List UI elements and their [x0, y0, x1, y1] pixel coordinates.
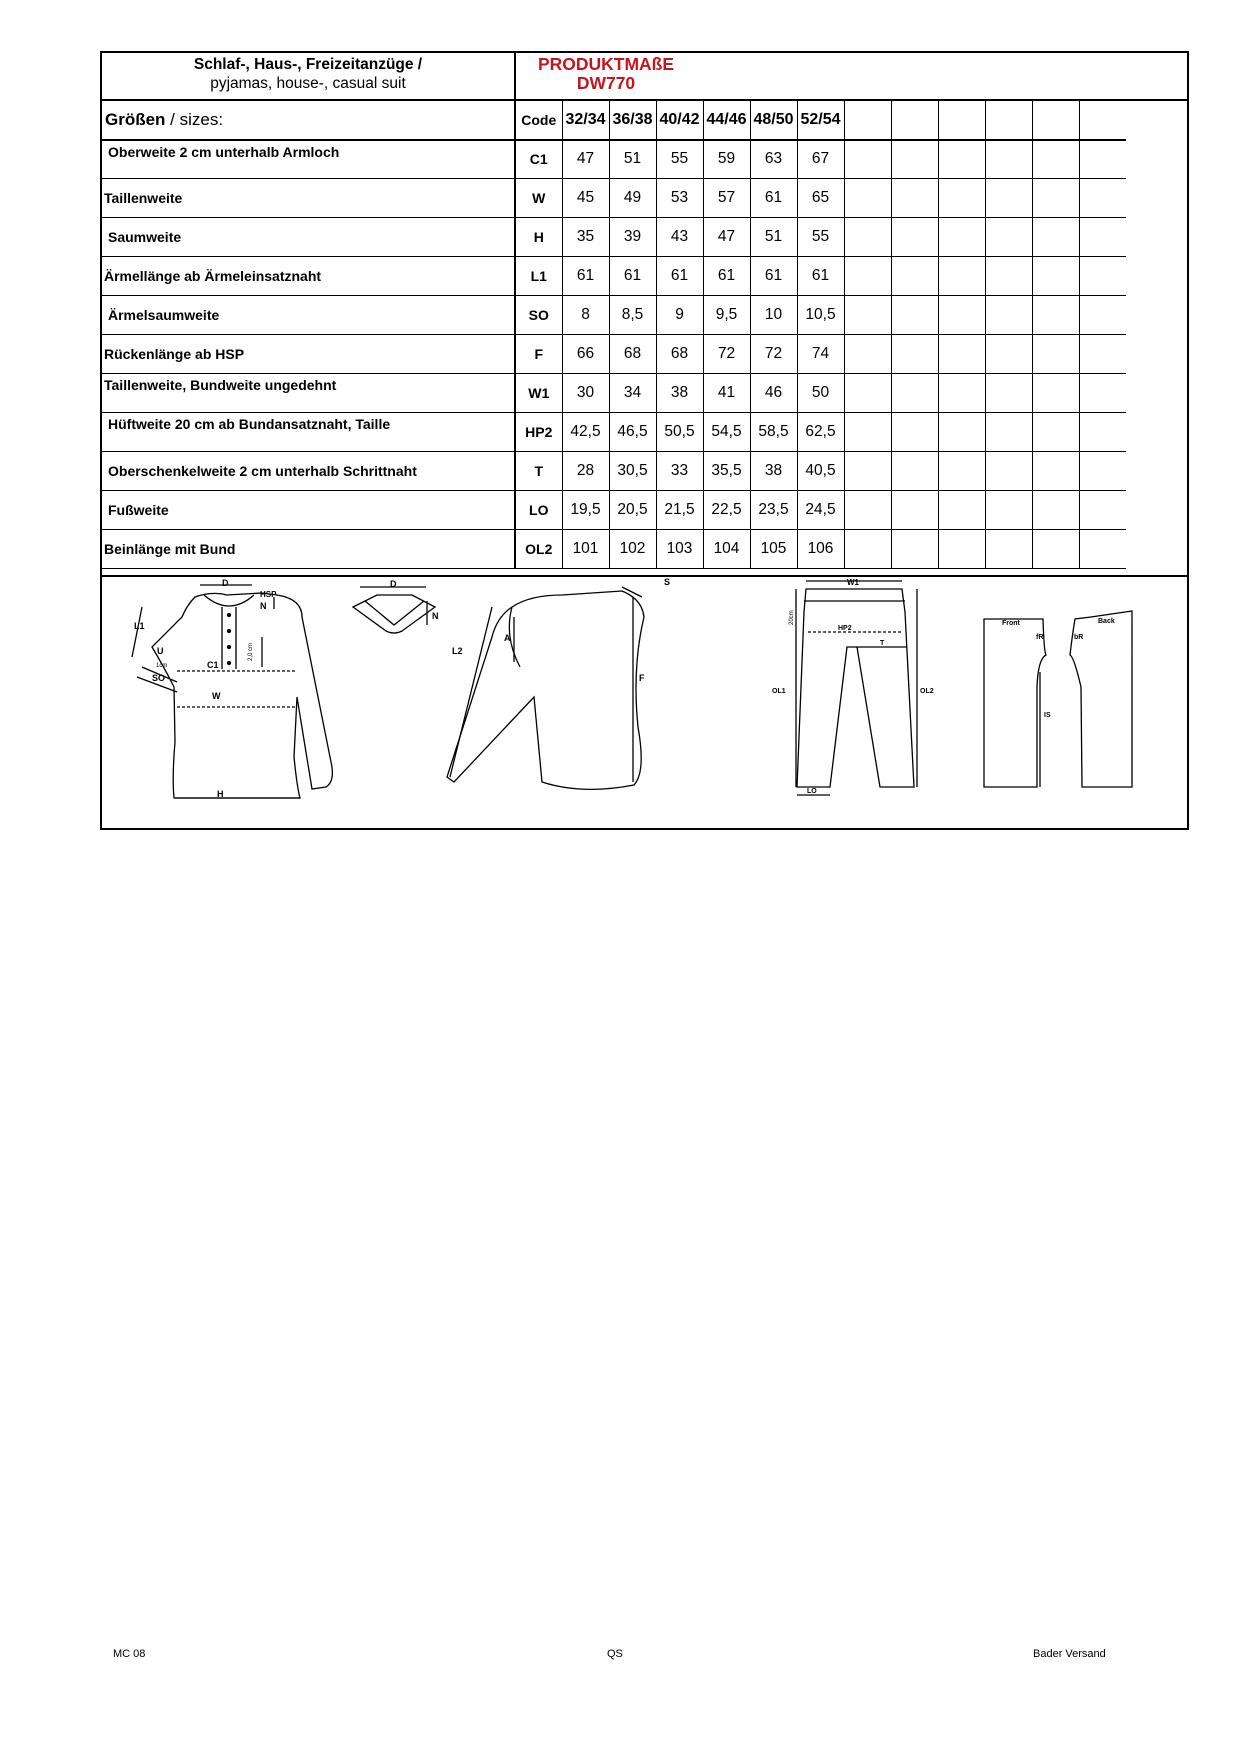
- empty-cell: [938, 101, 985, 140]
- footer-left: MC 08: [113, 1648, 146, 1660]
- empty-cell: [891, 335, 938, 374]
- label-OL1: OL1: [772, 688, 786, 695]
- empty-cell: [1079, 218, 1126, 257]
- empty-cell: [891, 296, 938, 335]
- value-cell: 19,5: [562, 491, 609, 530]
- empty-cell: [938, 530, 985, 569]
- empty-cell: [1079, 413, 1126, 452]
- label-F: F: [639, 673, 645, 683]
- empty-cell: [985, 296, 1032, 335]
- label-HSP: HSP: [260, 590, 277, 599]
- value-cell: 61: [750, 257, 797, 296]
- row-code: H: [515, 218, 562, 257]
- row-label: Ärmellänge ab Ärmeleinsatznaht: [102, 257, 515, 296]
- table-row: [102, 218, 1126, 257]
- label-W: W: [212, 691, 221, 701]
- value-cell: 43: [656, 218, 703, 257]
- row-code: L1: [515, 257, 562, 296]
- value-cell: 58,5: [750, 413, 797, 452]
- value-cell: 33: [656, 452, 703, 491]
- table-row: [102, 530, 1126, 569]
- label-N-neck: N: [432, 611, 439, 621]
- value-cell: 67: [797, 140, 844, 179]
- label-bR: bR: [1074, 634, 1084, 641]
- empty-cell: [891, 257, 938, 296]
- value-cell: 34: [609, 374, 656, 413]
- label-LO: LO: [807, 788, 817, 795]
- value-cell: 63: [750, 140, 797, 179]
- label-L2: L2: [452, 646, 463, 656]
- empty-cell: [1079, 296, 1126, 335]
- empty-cell: [1079, 101, 1126, 140]
- empty-cell: [1032, 140, 1079, 179]
- value-cell: 61: [797, 257, 844, 296]
- empty-cell: [985, 179, 1032, 218]
- label-SO: SO: [152, 673, 166, 683]
- value-cell: 46: [750, 374, 797, 413]
- row-code: LO: [515, 491, 562, 530]
- row-label: Saumweite: [102, 218, 515, 257]
- empty-cell: [891, 413, 938, 452]
- empty-cell: [1079, 179, 1126, 218]
- label-L1: L1: [134, 621, 145, 631]
- table-row: [102, 257, 1126, 296]
- value-cell: 61: [656, 257, 703, 296]
- value-cell: 28: [562, 452, 609, 491]
- product-category: [102, 53, 516, 99]
- code-header: Code: [515, 101, 562, 140]
- value-cell: 42,5: [562, 413, 609, 452]
- row-label: Ärmelsaumweite: [102, 296, 515, 335]
- value-cell: 24,5: [797, 491, 844, 530]
- empty-cell: [985, 140, 1032, 179]
- empty-cell: [844, 101, 891, 140]
- value-cell: 38: [750, 452, 797, 491]
- empty-cell: [1079, 257, 1126, 296]
- label-D-neck: D: [390, 579, 397, 589]
- value-cell: 72: [750, 335, 797, 374]
- value-cell: 41: [703, 374, 750, 413]
- empty-cell: [1032, 218, 1079, 257]
- empty-cell: [844, 335, 891, 374]
- value-cell: 35,5: [703, 452, 750, 491]
- label-Front: Front: [1002, 620, 1020, 627]
- label-1cm: 1cm: [156, 663, 168, 669]
- label-HP2: HP2: [838, 625, 852, 632]
- label-fR: fR: [1036, 634, 1044, 641]
- size-table: [102, 100, 1126, 569]
- empty-cell: [1079, 530, 1126, 569]
- empty-cell: [1032, 413, 1079, 452]
- label-OL2: OL2: [920, 688, 934, 695]
- value-cell: 30,5: [609, 452, 656, 491]
- table-row: [102, 374, 1126, 413]
- value-cell: 101: [562, 530, 609, 569]
- empty-cell: [891, 179, 938, 218]
- value-cell: 51: [609, 140, 656, 179]
- empty-cell: [985, 452, 1032, 491]
- value-cell: 57: [703, 179, 750, 218]
- row-code: F: [515, 335, 562, 374]
- empty-cell: [844, 179, 891, 218]
- row-code: W: [515, 179, 562, 218]
- empty-cell: [985, 530, 1032, 569]
- footer-right: Bader Versand: [1033, 1648, 1106, 1660]
- table-row: [102, 179, 1126, 218]
- label-D: D: [222, 578, 229, 588]
- value-cell: 35: [562, 218, 609, 257]
- empty-cell: [938, 257, 985, 296]
- value-cell: 62,5: [797, 413, 844, 452]
- size-header: 32/34: [562, 101, 609, 140]
- empty-cell: [985, 257, 1032, 296]
- value-cell: 22,5: [703, 491, 750, 530]
- sizes-label-en: / sizes:: [165, 109, 224, 129]
- value-cell: 61: [609, 257, 656, 296]
- value-cell: 30: [562, 374, 609, 413]
- empty-cell: [891, 101, 938, 140]
- value-cell: 55: [797, 218, 844, 257]
- empty-cell: [1079, 452, 1126, 491]
- value-cell: 106: [797, 530, 844, 569]
- empty-cell: [844, 413, 891, 452]
- table-row: [102, 296, 1126, 335]
- empty-cell: [1032, 491, 1079, 530]
- category-title-en: pyjamas, house-, casual suit: [210, 75, 406, 92]
- empty-cell: [938, 218, 985, 257]
- table-row: [102, 413, 1126, 452]
- value-cell: 105: [750, 530, 797, 569]
- value-cell: 21,5: [656, 491, 703, 530]
- size-header: 36/38: [609, 101, 656, 140]
- empty-cell: [985, 491, 1032, 530]
- empty-cell: [844, 296, 891, 335]
- size-header: 44/46: [703, 101, 750, 140]
- shirt-front-sketch: [132, 578, 332, 799]
- empty-cell: [1032, 296, 1079, 335]
- measurement-sheet: [100, 51, 1189, 830]
- value-cell: 23,5: [750, 491, 797, 530]
- value-cell: 74: [797, 335, 844, 374]
- row-label: Taillenweite, Bundweite ungedehnt: [102, 374, 515, 413]
- empty-cell: [938, 491, 985, 530]
- empty-cell: [844, 530, 891, 569]
- empty-cell: [844, 257, 891, 296]
- label-W1: W1: [847, 578, 859, 587]
- value-cell: 50,5: [656, 413, 703, 452]
- value-cell: 8,5: [609, 296, 656, 335]
- sheet-header: [102, 53, 1187, 101]
- value-cell: 61: [750, 179, 797, 218]
- value-cell: 72: [703, 335, 750, 374]
- article-number: DW770: [576, 73, 636, 93]
- pattern-pieces-sketch: [984, 611, 1132, 787]
- value-cell: 50: [797, 374, 844, 413]
- footer-center: QS: [607, 1648, 623, 1660]
- value-cell: 104: [703, 530, 750, 569]
- row-label: Oberschenkelweite 2 cm unterhalb Schrittnaht: [102, 452, 515, 491]
- empty-cell: [938, 335, 985, 374]
- value-cell: 68: [609, 335, 656, 374]
- empty-cell: [844, 140, 891, 179]
- empty-cell: [1079, 140, 1126, 179]
- empty-cell: [891, 491, 938, 530]
- value-cell: 54,5: [703, 413, 750, 452]
- label-C1: C1: [207, 660, 219, 670]
- value-cell: 65: [797, 179, 844, 218]
- technical-sketch-area: [102, 575, 1187, 830]
- empty-cell: [891, 140, 938, 179]
- empty-cell: [844, 452, 891, 491]
- empty-cell: [938, 452, 985, 491]
- table-row: [102, 335, 1126, 374]
- row-label: Beinlänge mit Bund: [102, 530, 515, 569]
- value-cell: 53: [656, 179, 703, 218]
- neck-detail-sketch: [353, 579, 439, 633]
- value-cell: 61: [562, 257, 609, 296]
- value-cell: 55: [656, 140, 703, 179]
- label-Back: Back: [1098, 618, 1115, 625]
- row-label: Fußweite: [102, 491, 515, 530]
- value-cell: 38: [656, 374, 703, 413]
- empty-cell: [985, 218, 1032, 257]
- empty-cell: [938, 179, 985, 218]
- label-N: N: [260, 601, 267, 611]
- size-header: 52/54: [797, 101, 844, 140]
- value-cell: 8: [562, 296, 609, 335]
- empty-cell: [985, 101, 1032, 140]
- empty-cell: [938, 140, 985, 179]
- row-label: Rückenlänge ab HSP: [102, 335, 515, 374]
- row-code: HP2: [515, 413, 562, 452]
- label-20cm: 20cm: [789, 610, 795, 625]
- empty-cell: [891, 374, 938, 413]
- empty-cell: [1032, 374, 1079, 413]
- empty-cell: [938, 374, 985, 413]
- row-label: Oberweite 2 cm unterhalb Armloch: [102, 140, 515, 179]
- value-cell: 103: [656, 530, 703, 569]
- value-cell: 10: [750, 296, 797, 335]
- value-cell: 9: [656, 296, 703, 335]
- row-code: OL2: [515, 530, 562, 569]
- empty-cell: [1079, 491, 1126, 530]
- empty-cell: [1032, 257, 1079, 296]
- empty-cell: [938, 413, 985, 452]
- label-T: T: [880, 640, 885, 647]
- empty-cell: [1032, 101, 1079, 140]
- label-2cm: 2,0 cm: [248, 642, 254, 661]
- empty-cell: [891, 452, 938, 491]
- row-code: SO: [515, 296, 562, 335]
- value-cell: 51: [750, 218, 797, 257]
- row-code: W1: [515, 374, 562, 413]
- label-H: H: [217, 789, 224, 799]
- value-cell: 47: [562, 140, 609, 179]
- empty-cell: [844, 491, 891, 530]
- empty-cell: [1032, 530, 1079, 569]
- value-cell: 39: [609, 218, 656, 257]
- product-measurements-title: [516, 53, 696, 93]
- garment-sketches: [102, 577, 1187, 828]
- empty-cell: [1032, 335, 1079, 374]
- table-row: [102, 452, 1126, 491]
- category-title-de: Schlaf-, Haus-, Freizeitanzüge /: [193, 56, 423, 73]
- label-U: U: [157, 646, 164, 656]
- sizes-label: [102, 101, 515, 140]
- trousers-sketch: [772, 578, 934, 795]
- value-cell: 102: [609, 530, 656, 569]
- shirt-back-sketch: [447, 577, 670, 789]
- value-cell: 45: [562, 179, 609, 218]
- label-S: S: [664, 577, 671, 587]
- empty-cell: [985, 374, 1032, 413]
- sizes-label-de: Größen: [105, 109, 166, 129]
- empty-cell: [985, 335, 1032, 374]
- table-row: [102, 140, 1126, 179]
- empty-cell: [844, 374, 891, 413]
- label-A: A: [504, 633, 511, 643]
- row-label: Taillenweite: [102, 179, 515, 218]
- label-IS: IS: [1044, 712, 1051, 719]
- row-label: Hüftweite 20 cm ab Bundansatznaht, Taille: [102, 413, 515, 452]
- value-cell: 68: [656, 335, 703, 374]
- size-header: 40/42: [656, 101, 703, 140]
- value-cell: 47: [703, 218, 750, 257]
- empty-cell: [891, 530, 938, 569]
- empty-cell: [985, 413, 1032, 452]
- empty-cell: [891, 218, 938, 257]
- empty-cell: [1079, 335, 1126, 374]
- value-cell: 10,5: [797, 296, 844, 335]
- row-code: C1: [515, 140, 562, 179]
- size-header: 48/50: [750, 101, 797, 140]
- value-cell: 59: [703, 140, 750, 179]
- empty-cell: [1032, 452, 1079, 491]
- empty-cell: [1079, 374, 1126, 413]
- value-cell: 66: [562, 335, 609, 374]
- row-code: T: [515, 452, 562, 491]
- empty-cell: [1032, 179, 1079, 218]
- sizes-row: [102, 101, 1126, 140]
- value-cell: 46,5: [609, 413, 656, 452]
- value-cell: 61: [703, 257, 750, 296]
- value-cell: 20,5: [609, 491, 656, 530]
- empty-cell: [938, 296, 985, 335]
- value-cell: 9,5: [703, 296, 750, 335]
- value-cell: 49: [609, 179, 656, 218]
- table-row: [102, 491, 1126, 530]
- empty-cell: [844, 218, 891, 257]
- value-cell: 40,5: [797, 452, 844, 491]
- produktmasse-label: PRODUKTMAßE: [537, 54, 675, 74]
